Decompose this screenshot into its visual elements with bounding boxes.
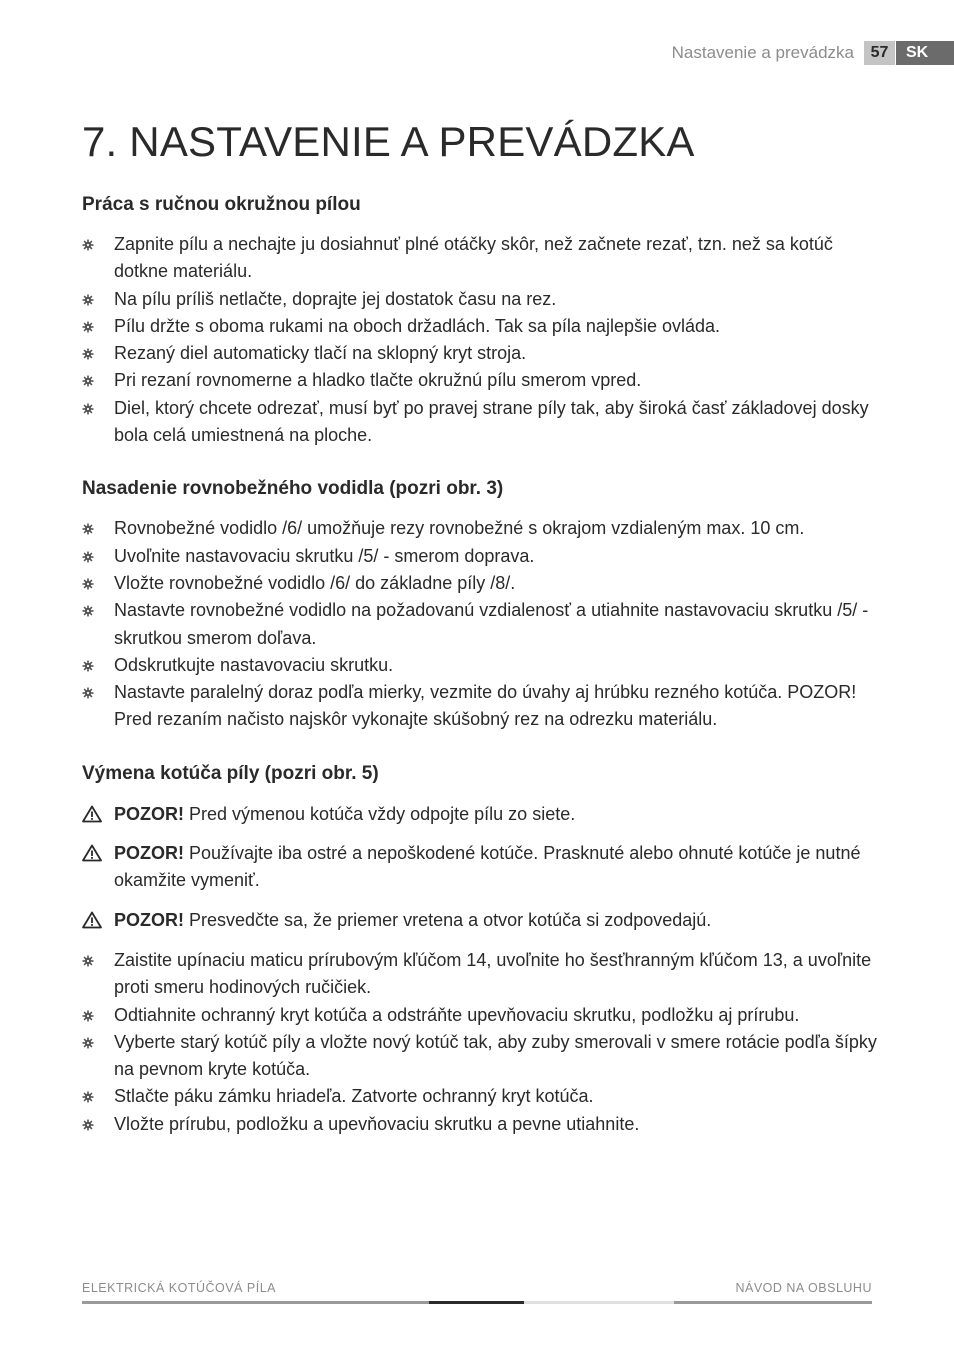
- list-item-text: Nastavte paralelný doraz podľa mierky, vezmite do úvahy aj hrúbku rezného kotúča. POZOR! Pred rezaním načisto najskôr vykonajte skúšobný rez na odrezku materiálu.: [114, 682, 857, 730]
- list-item-text: Odtiahnite ochranný kryt kotúča a odstráňte upevňovaciu skrutku, podložku aj prírubu.: [114, 1004, 800, 1025]
- gear-bullet-icon: [82, 578, 94, 590]
- footer-rule-segment: [524, 1301, 674, 1304]
- list-item: [82, 313, 882, 340]
- list-item-text: Odskrutkujte nastavovaciu skrutku.: [114, 654, 394, 675]
- list-item-text: Zapnite pílu a nechajte ju dosiahnuť plné otáčky skôr, než začnete rezať, tzn. než sa kotúč dotkne materiálu.: [114, 234, 833, 282]
- section-title: Práca s ručnou okružnou pílou: [82, 194, 361, 215]
- list-item: [82, 286, 882, 313]
- list-item: [82, 543, 882, 570]
- gear-bullet-icon: [82, 660, 94, 672]
- gear-bullet-icon: [82, 1091, 94, 1103]
- list-item: [82, 1111, 882, 1138]
- list-item-text: Pri rezaní rovnomerne a hladko tlačte okružnú pílu smerom vpred.: [114, 370, 642, 391]
- language-tag: SK: [896, 41, 954, 65]
- footer-product-name: ELEKTRICKÁ KOTÚČOVÁ PÍLA: [82, 1281, 276, 1295]
- list-item-text: Zaistite upínaciu maticu prírubovým kľúčom 14, uvoľnite ho šesťhranným kľúčom 13, a uvoľnite proti smeru hodinových ručičiek.: [114, 949, 872, 998]
- warning-note: [82, 840, 882, 895]
- list-item-text: Uvoľnite nastavovaciu skrutku /5/ - smerom doprava.: [114, 545, 535, 566]
- warning-text: Presvedčte sa, že priemer vretena a otvor kotúča si zodpovedajú.: [184, 909, 712, 930]
- list-item: [82, 1002, 882, 1029]
- footer-rule-segment: [82, 1301, 429, 1304]
- list-item: [82, 679, 882, 734]
- list-item: [82, 1029, 882, 1084]
- warning-text: Používajte iba ostré a nepoškodené kotúče. Prasknuté alebo ohnuté kotúče je nutné okamžite vymeniť.: [114, 843, 861, 891]
- gear-bullet-icon: [82, 1119, 94, 1131]
- footer-rule-segment: [429, 1301, 524, 1304]
- list-item: [82, 395, 882, 450]
- gear-bullet-icon: [82, 1037, 94, 1049]
- page-number: 57: [864, 41, 895, 65]
- warning-triangle-icon: [82, 805, 102, 823]
- warning-triangle-icon: [82, 844, 102, 862]
- page-title: 7. NASTAVENIE A PREVÁDZKA: [82, 118, 695, 165]
- list-item-text: Vložte rovnobežné vodidlo /6/ do základne píly /8/.: [114, 572, 516, 593]
- list-item-text: Diel, ktorý chcete odrezať, musí byť po pravej strane píly tak, aby široká časť základovej dosky bola celá umiestnená na ploche.: [114, 397, 869, 446]
- bullet-list: [82, 947, 882, 1138]
- list-item: [82, 231, 882, 286]
- gear-bullet-icon: [82, 605, 94, 617]
- list-item-text: Vložte prírubu, podložku a upevňovaciu skrutku a pevne utiahnite.: [114, 1113, 640, 1134]
- list-item: [82, 515, 882, 542]
- gear-bullet-icon: [82, 1010, 94, 1022]
- running-header-title: Nastavenie a prevádzka: [671, 43, 854, 62]
- section-title: Nasadenie rovnobežného vodidla (pozri obr. 3): [82, 478, 504, 500]
- bullet-list: [82, 231, 882, 449]
- list-item: [82, 340, 882, 367]
- gear-bullet-icon: [82, 403, 94, 415]
- content: [82, 190, 882, 1138]
- list-item-text: Nastavte rovnobežné vodidlo na požadovanú vzdialenosť a utiahnite nastavovaciu skrutku /5/ - skrutkou smerom doľava.: [114, 600, 869, 648]
- gear-bullet-icon: [82, 294, 94, 306]
- list-item: [82, 570, 882, 597]
- list-item: [82, 652, 882, 679]
- list-item: [82, 947, 882, 1002]
- footer-manual-label: NÁVOD NA OBSLUHU: [735, 1281, 872, 1295]
- warning-note: [82, 907, 882, 934]
- warning-note: [82, 801, 882, 828]
- warning-label: POZOR!: [114, 843, 184, 864]
- warning-label: POZOR!: [114, 803, 184, 824]
- list-item: [82, 367, 882, 394]
- gear-bullet-icon: [82, 321, 94, 333]
- gear-bullet-icon: [82, 239, 94, 251]
- gear-bullet-icon: [82, 955, 94, 967]
- list-item: [82, 1083, 882, 1110]
- gear-bullet-icon: [82, 375, 94, 387]
- list-item-text: Pílu držte s oboma rukami na oboch držadlách. Tak sa píla najlepšie ovláda.: [114, 315, 721, 336]
- bullet-list: [82, 515, 882, 733]
- warning-text: Pred výmenou kotúča vždy odpojte pílu zo siete.: [184, 803, 576, 824]
- warning-label: POZOR!: [114, 909, 184, 930]
- gear-bullet-icon: [82, 523, 94, 535]
- section-title: Výmena kotúča píly (pozri obr. 5): [82, 762, 379, 784]
- list-item-text: Na pílu príliš netlačte, doprajte jej dostatok času na rez.: [114, 288, 557, 309]
- footer-rule-segment: [674, 1301, 872, 1304]
- list-item-text: Stlačte páku zámku hriadeľa. Zatvorte ochranný kryt kotúča.: [114, 1086, 594, 1107]
- gear-bullet-icon: [82, 348, 94, 360]
- gear-bullet-icon: [82, 551, 94, 563]
- list-item-text: Rezaný diel automaticky tlačí na sklopný kryt stroja.: [114, 343, 527, 364]
- warning-triangle-icon: [82, 911, 102, 929]
- list-item-text: Vyberte starý kotúč píly a vložte nový kotúč tak, aby zuby smerovali v smere rotácie podľa šípky na pevnom kryte kotúča.: [114, 1031, 877, 1080]
- list-item: [82, 597, 882, 652]
- gear-bullet-icon: [82, 687, 94, 699]
- list-item-text: Rovnobežné vodidlo /6/ umožňuje rezy rovnobežné s okrajom vzdialeným max. 10 cm.: [114, 518, 805, 539]
